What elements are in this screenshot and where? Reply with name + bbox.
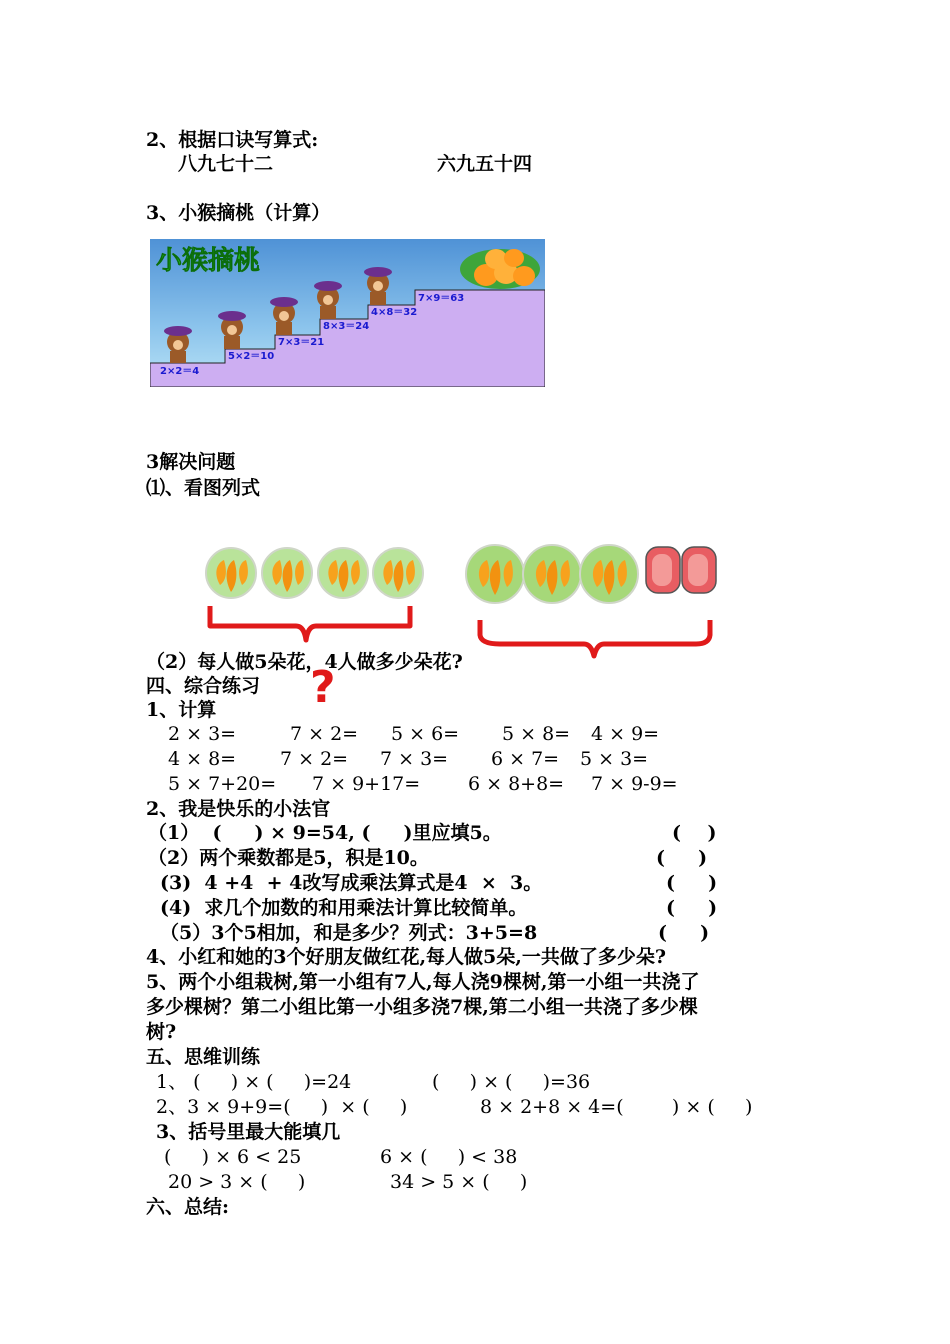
judge-answer-box[interactable]: ( ) xyxy=(666,872,718,894)
judge-question: （1） ( ) × 9=54, ( )里应填5。 xyxy=(148,822,502,844)
picture-banner: 小猴摘桃 xyxy=(156,246,261,276)
problem-solving-title: 3解决问题 xyxy=(146,451,236,473)
peach-plate-icon xyxy=(523,545,581,603)
question-4: 4、小红和她的3个好朋友做红花,每人做5朵,一共做了多少朵? xyxy=(146,946,667,968)
peach-plate-icon xyxy=(318,548,368,598)
calc-item: 7 × 2= xyxy=(290,723,359,745)
calc-item: 4 × 9= xyxy=(591,723,660,745)
judge-question: (4) 求几个加数的和用乘法计算比较简单。 xyxy=(160,897,528,919)
thinking-item: 34 > 5 × ( ) xyxy=(390,1171,528,1193)
step-label: 8×3＝24 xyxy=(323,321,370,332)
question-5-line3: 树? xyxy=(146,1021,177,1043)
section-2-title: 2、根据口诀写算式: xyxy=(146,129,319,151)
thinking-item: 2、3 × 9+9=( ) × ( ) xyxy=(156,1096,408,1118)
calc-item: 5 × 3= xyxy=(580,748,649,770)
question-5-line2: 多少棵树？第二小组比第一小组多浇7棵,第二小组一共浇了多少棵 xyxy=(146,996,698,1018)
calc-item: 6 × 7= xyxy=(491,748,560,770)
question-mark: ? xyxy=(310,662,336,713)
judge-answer-box[interactable]: ( ) xyxy=(656,847,708,869)
calc-item: 4 × 8= xyxy=(168,748,237,770)
peach-plate-icon xyxy=(262,548,312,598)
calc-item: 5 × 8= xyxy=(502,723,571,745)
judge-title: 2、我是快乐的小法官 xyxy=(146,798,331,820)
step-label: 2×2＝4 xyxy=(160,366,200,377)
monkey-peach-picture xyxy=(150,239,545,387)
thinking-item: ( ) × ( )=36 xyxy=(432,1071,591,1093)
peach-plate-icon xyxy=(206,548,256,598)
peach-plate-icon xyxy=(466,545,524,603)
step-label: 5×2＝10 xyxy=(228,351,275,362)
calc-item: 7 × 2= xyxy=(280,748,349,770)
thinking-item: 8 × 2+8 × 4=( ) × ( ) xyxy=(480,1096,753,1118)
question-5-line1: 5、两个小组栽树,第一小组有7人,每人浇9棵树,第一小组一共浇了 xyxy=(146,971,700,993)
judge-question: （2）两个乘数都是5，积是10。 xyxy=(148,847,429,869)
apple-icon xyxy=(682,547,716,593)
thinking-item: 3、括号里最大能填几 xyxy=(156,1121,341,1143)
rhyme-2: 六九五十四 xyxy=(437,153,533,175)
calc-item: 5 × 6= xyxy=(391,723,460,745)
thinking-item: 6 × ( ) < 38 xyxy=(380,1146,518,1168)
judge-answer-box[interactable]: ( ) xyxy=(658,922,710,944)
step-label: 4×8＝32 xyxy=(371,307,418,318)
judge-question: （5）3个5相加，和是多少？列式：3+5=8 xyxy=(160,922,538,944)
calc-item: 7 × 9+17= xyxy=(312,773,421,795)
thinking-item: 1、 ( ) × ( )=24 xyxy=(156,1071,352,1093)
look-and-write-title: ⑴、看图列式 xyxy=(146,477,261,499)
section-5-title: 五、思维训练 xyxy=(146,1046,261,1068)
calc-title: 1、计算 xyxy=(146,699,217,721)
section-6-title: 六、总结: xyxy=(146,1196,230,1218)
judge-answer-box[interactable]: ( ) xyxy=(672,822,717,844)
step-label: 7×3＝21 xyxy=(278,337,325,348)
peach-pile-icon xyxy=(460,249,540,289)
calc-item: 2 × 3= xyxy=(168,723,237,745)
question-2: （2）每人做5朵花，4人做多少朵花? xyxy=(146,651,463,673)
thinking-item: 20 > 3 × ( ) xyxy=(168,1171,306,1193)
section-3-title: 3、小猴摘桃（计算） xyxy=(146,202,331,224)
thinking-item: ( ) × 6 < 25 xyxy=(164,1146,302,1168)
left-brace-icon xyxy=(210,606,410,640)
judge-question: (3) 4 +4 + 4改写成乘法算式是4 × 3。 xyxy=(160,872,543,894)
section-4-title: 四、综合练习 xyxy=(146,675,261,697)
right-brace-icon xyxy=(480,620,710,656)
apple-icon xyxy=(646,547,680,593)
calc-item: 7 × 9-9= xyxy=(591,773,678,795)
calc-item: 5 × 7+20= xyxy=(168,773,277,795)
calc-item: 6 × 8+8= xyxy=(468,773,565,795)
step-label: 7×9＝63 xyxy=(418,293,465,304)
peach-plate-icon xyxy=(580,545,638,603)
rhyme-1: 八九七十二 xyxy=(178,153,274,175)
calc-item: 7 × 3= xyxy=(380,748,449,770)
judge-answer-box[interactable]: ( ) xyxy=(666,897,718,919)
peach-plate-icon xyxy=(373,548,423,598)
